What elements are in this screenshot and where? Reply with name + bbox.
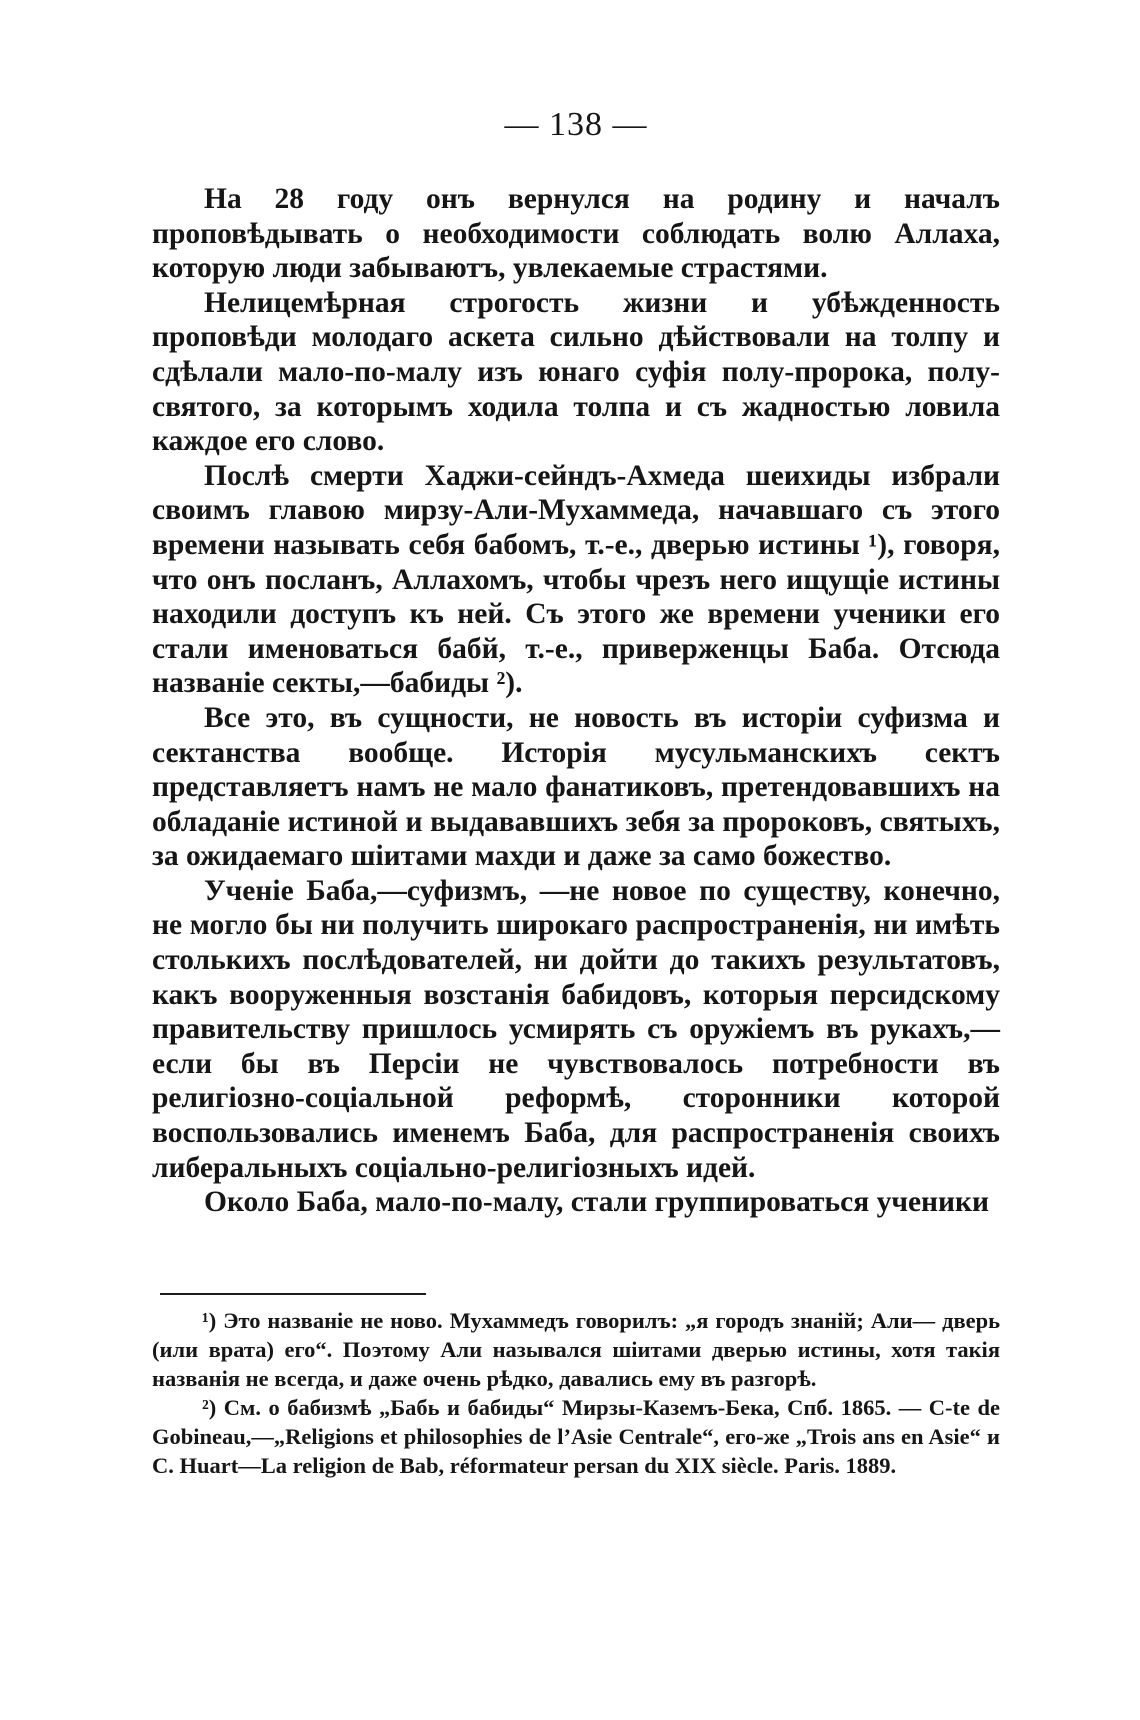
footnote-1-text: Это названіе не ново. Мухаммедъ говорилъ: „я городъ знаній; Али— дверь (или врата) его“. Поэтому Али назывался шіитами дверью истины, хотя такія названія не всегда, и даже очень рѣдко, давались ему въ разгорѣ. <box>152 1308 1000 1391</box>
footnote-1 <box>152 1306 1000 1393</box>
footnote-2-text: См. о бабизмѣ „Бабь и бабиды“ Мирзы-Каземъ-Бека, Спб. 1865. — C-te de Gobineau,—„Religions et philosophies de l’Asie Centrale“, его-же „Trois ans en Asie“ и C. Huart—La religion de Bab, réformateur persan du XIX siècle. Paris. 1889. <box>152 1395 1001 1478</box>
paragraph-2: Нелицемѣрная строгость жизни и убѣжденность проповѣди молодаго аскета сильно дѣйствовали на толпу и сдѣлали мало-по-малу изъ юнаго суфія полу-пророка, полу-святого, за которымъ ходила толпа и съ жадностью ловила каждое его слово. <box>152 286 1000 458</box>
footnote-2-mark: ²) <box>202 1395 217 1420</box>
footnote-2 <box>152 1393 1000 1480</box>
paragraph-5: Ученіе Баба,—суфизмъ, —не новое по существу, конечно, не могло бы ни получить широкаго распространенія, ни имѣть столькихъ послѣдователей, ни дойти до такихъ результатовъ, какъ вооруженныя возстанія бабидовъ, которыя персидскому правительству пришлось усмирять съ оружіемъ въ рукахъ,— если бы въ Персіи не чувствовалось потребности въ религіозно-соціальной реформѣ, сторонники которой воспользовались именемъ Баба, для распространенія своихъ либеральныхъ соціально-религіозныхъ идей. <box>152 874 1000 1184</box>
page-number: — 138 — <box>504 106 648 143</box>
footnote-1-mark: ¹) <box>202 1308 217 1333</box>
book-page <box>152 0 1000 1720</box>
paragraph-1: На 28 году онъ вернулся на родину и началъ проповѣдывать о необходимости соблюдать волю Аллаха, которую люди забываютъ, увлекаемые страстями. <box>152 183 1000 285</box>
main-text <box>152 182 1000 1220</box>
paragraph-3: Послѣ смерти Хаджи-сейндъ-Ахмеда шеихиды избрали своимъ главою мирзу-Али-Мухаммеда, начавшаго съ этого времени называть себя бабомъ, т.-е., дверью истины ¹), говоря, что онъ посланъ, Аллахомъ, чтобы чрезъ него ищущіе истины находили доступъ къ ней. Съ этого же времени ученики его стали именоваться бабй, т.-е., приверженцы Баба. Отсюда названіе секты,—бабиды ²). <box>152 459 1000 700</box>
paragraph-4: Все это, въ сущности, не новость въ исторіи суфизма и сектанства вообще. Исторія мусульманскихъ сектъ представляетъ намъ не мало фанатиковъ, претендовавшихъ на обладаніе истиной и выдававшихъ зебя за пророковъ, святыхъ, за ожидаемаго шіитами махди и даже за само божество. <box>152 701 1000 873</box>
footnote-divider <box>160 1293 426 1295</box>
paragraph-6: Около Баба, мало-по-малу, стали группироваться ученики <box>204 1186 990 1219</box>
footnotes <box>152 1306 1000 1480</box>
